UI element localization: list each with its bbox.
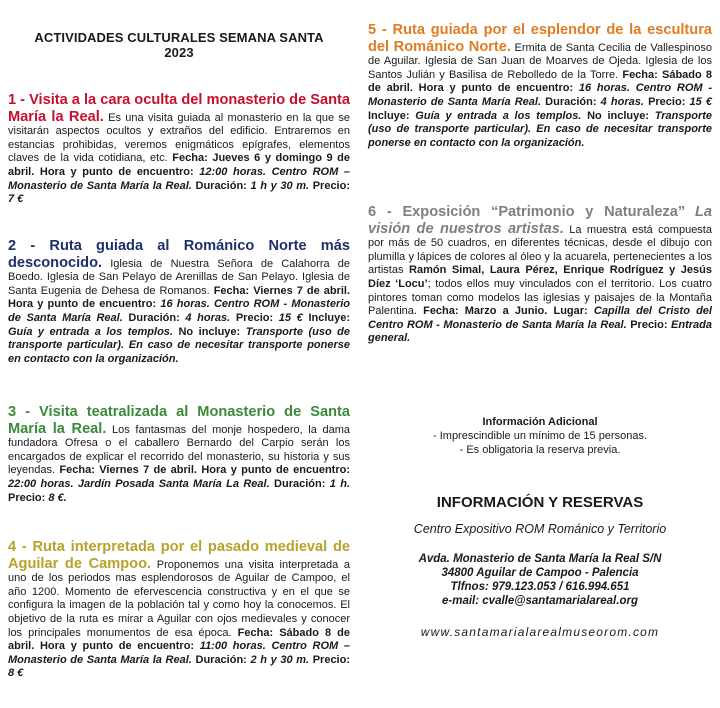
additional-info-heading: Información Adicional (482, 416, 598, 428)
activity-6-fecha-label: Fecha: (423, 305, 459, 318)
activity-3-title: 3 - Visita teatralizada al Monasterio de Santa María la Real. (8, 404, 350, 437)
activity-3-hora-label: Hora y punto de encuentro: (201, 464, 350, 477)
activity-1 (8, 92, 350, 207)
activity-6-title: 6 - Exposición “Patrimonio y Naturaleza” (368, 204, 686, 220)
activity-1-precio-value: 7 € (8, 193, 24, 206)
activity-2-noincluye-value: Transporte (uso de transporte particular). En caso de necesitar transporte ponerse en contacto con la organización. (8, 325, 350, 365)
contact-heading: INFORMACIÓN Y RESERVAS (436, 494, 644, 511)
activity-2-title: 2 - Ruta guiada al Románico Norte más desconocido. (8, 238, 350, 271)
activity-5-description: Ermita de Santa Cecilia de Vallespinoso de Aguilar. Iglesia de San Juan de Moarves de Ojeda. Iglesia de los Santos Julián y Basilisa de Rebolledo de la Torre. (368, 41, 712, 81)
activity-5-precio-value: 15 € (689, 95, 712, 108)
contact-website-link[interactable]: www.santamarialarealmuseorom.com (420, 625, 660, 639)
activity-5 (368, 22, 712, 150)
activity-1-duracion-value: 1 h y 30 m. (250, 179, 310, 192)
activity-4-fecha-label: Fecha: (237, 626, 274, 639)
activity-4-fecha-value: Sábado 8 de abril. (8, 626, 351, 653)
activity-3-precio-value: 8 €. (48, 491, 67, 504)
activity-4-precio-value: 8 € (8, 667, 24, 680)
activity-5-incluye-value: Guía y entrada a los templos. (415, 109, 582, 122)
activity-5-fecha-value: Sábado 8 de abril. (368, 68, 712, 95)
activity-4 (8, 539, 350, 681)
activity-5-precio-label: Precio: (648, 95, 686, 108)
activity-2-fecha-label: Fecha: (213, 284, 250, 297)
contact-address-line1: Avda. Monasterio de Santa María la Real S/N (418, 553, 662, 565)
activity-3-fecha-value: Viernes 7 de abril. (99, 464, 197, 477)
activity-3-duracion-value: 1 h. (329, 477, 351, 490)
activity-4-description: Proponemos una visita interpretada a uno de los periodos mas esplendorosos de Aguilar de Campoo, el año 1200. Momento de efervescencia constructiva y en el que se configura la imagen de la población tal y como hoy la conocemos. El objetivo de la ruta es mirar a Aguilar con ojos medievales y conocer los principales monumentos de esa época. (8, 558, 350, 639)
activity-5-incluye-label: Incluye: (368, 109, 410, 122)
page-title-line2: 2023 (164, 45, 194, 60)
activity-3-fecha-label: Fecha: (59, 464, 95, 477)
page-title-line1: ACTIVIDADES CULTURALES SEMANA SANTA (34, 30, 324, 45)
left-column (8, 0, 351, 680)
activity-4-duracion-label: Duración: (195, 653, 247, 666)
activity-3 (8, 404, 350, 505)
activity-2-noincluye-label: No incluye: (178, 325, 241, 338)
contact-subtitle: Centro Expositivo ROM Románico y Territorio (413, 522, 667, 536)
page-title (8, 30, 350, 60)
activity-1-description: Es una visita guiada al monasterio en la que se visitarán aspectos ocultos y extraños del edificio. Entraremos en estancias prohibidas, veremos enigmáticos epígrafes, elementos claves de la vida cotidiana, etc. (8, 111, 350, 165)
activity-5-hora-label: Hora y punto de encuentro: (418, 82, 574, 95)
activity-5-fecha-label: Fecha: (622, 68, 658, 81)
activity-5-duracion-value: 4 horas. (600, 95, 644, 108)
activity-1-duracion-label: Duración: (195, 179, 247, 192)
activity-2-precio-value: 15 € (278, 311, 303, 324)
activity-5-hora-value: 16 horas. Centro ROM - Monasterio de Santa María Real. (368, 82, 713, 108)
activity-5-duracion-label: Duración: (545, 95, 597, 108)
activity-2-duracion-value: 4 horas. (185, 311, 231, 324)
additional-info-line1: - Imprescindible un mínimo de 15 personas. (433, 430, 647, 442)
activity-2 (8, 238, 350, 366)
activity-6-description-a: La muestra está compuesta por más de 50 cuadros, en diferentes técnicas, desde el dibujo con plumilla y lápices de colores al óleo y la acuarela, pertenecientes a los artistas (368, 223, 712, 277)
activity-1-precio-label: Precio: (312, 179, 350, 192)
additional-info-line2: - Es obligatoria la reserva previa. (459, 444, 621, 456)
activity-3-description: Los fantasmas del monje hospedero, la dama fundadora Ofresa o el caballero Bernardo del Carpio serán los encargados de explicar el recorrido del monasterio, su historia y sus leyendas. (8, 423, 350, 477)
activity-6-fecha-value: Marzo a Junio. (464, 305, 548, 318)
activity-4-hora-label: Hora y punto de encuentro: (39, 640, 195, 653)
activity-4-hora-value: 11:00 horas. Centro ROM – Monasterio de Santa María la Real. (8, 640, 351, 666)
activity-2-incluye-value: Guía y entrada a los templos. (8, 325, 173, 338)
activity-3-duracion-label: Duración: (274, 477, 326, 490)
contact-section (368, 494, 712, 639)
activity-6-lugar-value: Capilla del Cristo del Centro ROM - Monasterio de Santa María la Real. (368, 305, 712, 331)
contact-email[interactable]: e-mail: cvalle@santamarialareal.org (442, 595, 638, 607)
activity-4-title: 4 - Ruta interpretada por el pasado medieval de Aguilar de Campoo. (8, 539, 350, 572)
activity-1-fecha-value: Jueves 6 y domingo 9 de abril. (8, 152, 351, 178)
activity-2-description: Iglesia de Nuestra Señora de Calahorra de Boedo. Iglesia de San Pelayo de Arenillas de San Pelayo. Iglesia de Santa Eugenia de Dehesa de Romanos. (8, 257, 350, 297)
activity-5-noincluye-label: No incluye: (587, 109, 650, 122)
activity-1-fecha-label: Fecha: (172, 152, 208, 165)
activity-6-artists: Ramón Simal, Laura Pérez, Enrique Rodríguez y Jesús Díez ‘Locu’ (368, 264, 712, 290)
additional-info (368, 415, 712, 457)
activity-3-precio-label: Precio: (8, 491, 46, 504)
activity-1-title: 1 - Visita a la cara oculta del monasterio de Santa María la Real. (8, 92, 351, 125)
activity-2-precio-label: Precio: (235, 311, 274, 324)
contact-address-line2: 34800 Aguilar de Campoo - Palencia (441, 567, 639, 579)
activity-5-noincluye-value: Transporte (uso de transporte particular). En caso de necesitar transporte ponerse en contacto con la organización. (368, 109, 713, 149)
activity-6-lugar-label: Lugar: (553, 305, 588, 318)
contact-address (368, 552, 712, 608)
contact-phones: Tlfnos: 979.123.053 / 616.994.651 (450, 581, 630, 593)
activity-2-hora-label: Hora y punto de encuentro: (8, 298, 157, 311)
activity-1-hora-label: Hora y punto de encuentro: (39, 165, 194, 178)
activity-2-incluye-label: Incluye: (308, 311, 351, 324)
activity-1-hora-value: 12:00 horas. Centro ROM – Monasterio de Santa María la Real. (8, 165, 350, 192)
activity-3-hora-value: 22:00 horas. Jardín Posada Santa María La Real. (8, 477, 270, 490)
activity-6-precio-label: Precio: (630, 318, 668, 331)
activity-4-duracion-value: 2 h y 30 m. (250, 653, 310, 666)
activity-6-precio-value: Entrada general. (368, 318, 712, 345)
activity-5-title: 5 - Ruta guiada por el esplendor de la escultura del Románico Norte. (368, 22, 712, 55)
activity-2-duracion-label: Duración: (128, 311, 180, 324)
activity-6-description-b: ; todos ellos muy vinculados con el territorio. Los cuatro pintores toman como modelos las iglesias y paisajes de la Montaña Palentina. (368, 277, 713, 318)
activity-6 (368, 204, 712, 346)
activity-2-hora-value: 16 horas. Centro ROM - Monasterio de Santa María Real. (8, 298, 350, 324)
activity-2-fecha-value: Viernes 7 de abril. (253, 284, 350, 297)
activity-4-precio-label: Precio: (312, 653, 350, 666)
activity-6-title-italic: La visión de nuestros artistas. (368, 204, 712, 237)
